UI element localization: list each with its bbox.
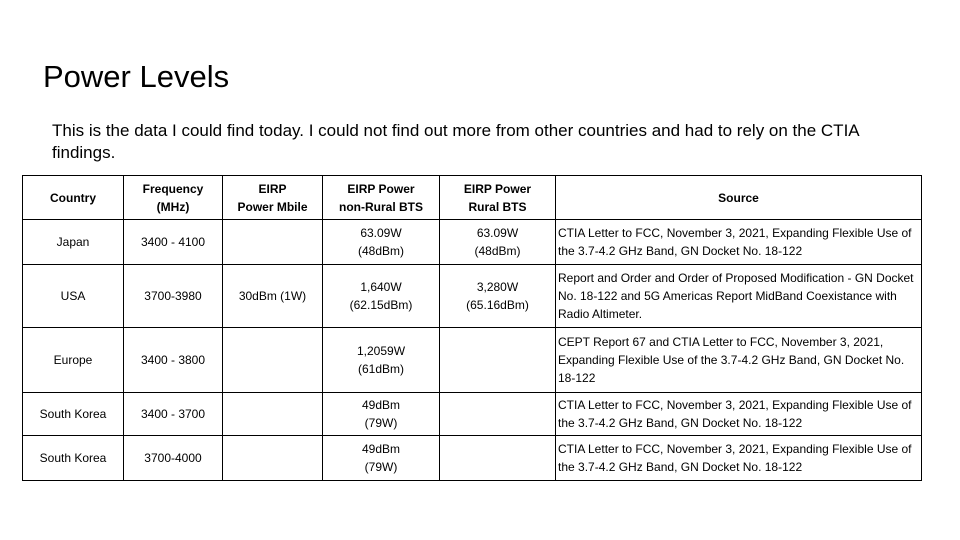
rural-dbm: (65.16dBm) <box>466 298 529 312</box>
cell-eirp-rural <box>440 265 556 328</box>
cell-country: Japan <box>23 220 124 265</box>
cell-eirp-mobile <box>223 328 323 393</box>
header-frequency-line1: Frequency <box>142 181 204 196</box>
header-frequency-line2: (MHz) <box>156 199 190 214</box>
cell-frequency: 3400 - 3800 <box>124 328 223 393</box>
cell-eirp-non-rural <box>323 436 440 481</box>
non-rural-dbm: 49dBm <box>361 398 401 412</box>
non-rural-dbm: (61dBm) <box>357 362 404 376</box>
header-source-text: Source <box>718 190 759 205</box>
cell-source: CTIA Letter to FCC, November 3, 2021, Expanding Flexible Use of the 3.7-4.2 GHz Band, GN Docket No. 18-122 <box>556 393 922 436</box>
rural-dbm: (48dBm) <box>474 244 521 258</box>
cell-eirp-rural <box>440 220 556 265</box>
cell-frequency: 3400 - 4100 <box>124 220 223 265</box>
rural-watts: 63.09W <box>476 226 519 240</box>
table-header <box>23 176 922 220</box>
non-rural-watts: 63.09W <box>360 226 402 240</box>
cell-eirp-rural <box>440 393 556 436</box>
cell-source: Report and Order and Order of Proposed Modification - GN Docket No. 18-122 and 5G Americas Report MidBand Coexistance with Radio Altimeter. <box>556 265 922 328</box>
cell-source: CTIA Letter to FCC, November 3, 2021, Expanding Flexible Use of the 3.7-4.2 GHz Band, GN Docket No. 18-122 <box>556 436 922 481</box>
header-frequency <box>124 176 223 220</box>
cell-eirp-non-rural <box>323 220 440 265</box>
cell-source: CEPT Report 67 and CTIA Letter to FCC, November 3, 2021, Expanding Flexible Use of the 3.7-4.2 GHz Band, GN Docket No. 18-122 <box>556 328 922 393</box>
cell-eirp-rural <box>440 436 556 481</box>
header-eirp-mobile-line2: Power Mbile <box>237 199 308 214</box>
header-country-text: Country <box>50 190 96 205</box>
cell-eirp-mobile: 30dBm (1W) <box>223 265 323 328</box>
cell-eirp-non-rural <box>323 393 440 436</box>
intro-text: This is the data I could find today. I could not find out more from other countries and had to rely on the CTIA findings. <box>52 121 859 162</box>
table-row <box>23 436 922 481</box>
cell-eirp-non-rural <box>323 265 440 328</box>
cell-eirp-rural <box>440 328 556 393</box>
table-row <box>23 220 922 265</box>
non-rural-watts: 1,2059W <box>356 344 406 358</box>
header-eirp-non-rural <box>323 176 440 220</box>
non-rural-watts: (79W) <box>364 416 398 430</box>
header-eirp-non-rural-line2: non-Rural BTS <box>339 199 423 214</box>
cell-eirp-mobile <box>223 393 323 436</box>
header-source <box>556 176 922 220</box>
non-rural-dbm: 49dBm <box>361 442 401 456</box>
cell-frequency: 3700-3980 <box>124 265 223 328</box>
rural-watts: 3,280W <box>476 280 519 294</box>
header-eirp-rural-line2: Rural BTS <box>468 199 527 214</box>
non-rural-watts: 1,640W <box>360 280 402 294</box>
cell-country: South Korea <box>23 436 124 481</box>
page-title: Power Levels <box>43 59 230 94</box>
cell-eirp-non-rural <box>323 328 440 393</box>
non-rural-watts: (79W) <box>364 460 398 474</box>
table-row <box>23 265 922 328</box>
cell-eirp-mobile <box>223 220 323 265</box>
non-rural-dbm: (62.15dBm) <box>349 298 413 312</box>
power-levels-table <box>22 175 922 481</box>
table-body <box>23 220 922 481</box>
header-eirp-mobile-line1: EIRP <box>258 181 287 196</box>
cell-country: USA <box>23 265 124 328</box>
cell-frequency: 3700-4000 <box>124 436 223 481</box>
cell-country: South Korea <box>23 393 124 436</box>
cell-frequency: 3400 - 3700 <box>124 393 223 436</box>
table-row <box>23 393 922 436</box>
cell-eirp-mobile <box>223 436 323 481</box>
header-eirp-non-rural-line1: EIRP Power <box>347 181 415 196</box>
header-eirp-mobile <box>223 176 323 220</box>
table-row <box>23 328 922 393</box>
header-eirp-rural <box>440 176 556 220</box>
non-rural-dbm: (48dBm) <box>357 244 404 258</box>
header-row <box>23 176 922 220</box>
cell-source: CTIA Letter to FCC, November 3, 2021, Expanding Flexible Use of the 3.7-4.2 GHz Band, GN Docket No. 18-122 <box>556 220 922 265</box>
header-eirp-rural-line1: EIRP Power <box>463 181 532 196</box>
header-country <box>23 176 124 220</box>
cell-country: Europe <box>23 328 124 393</box>
